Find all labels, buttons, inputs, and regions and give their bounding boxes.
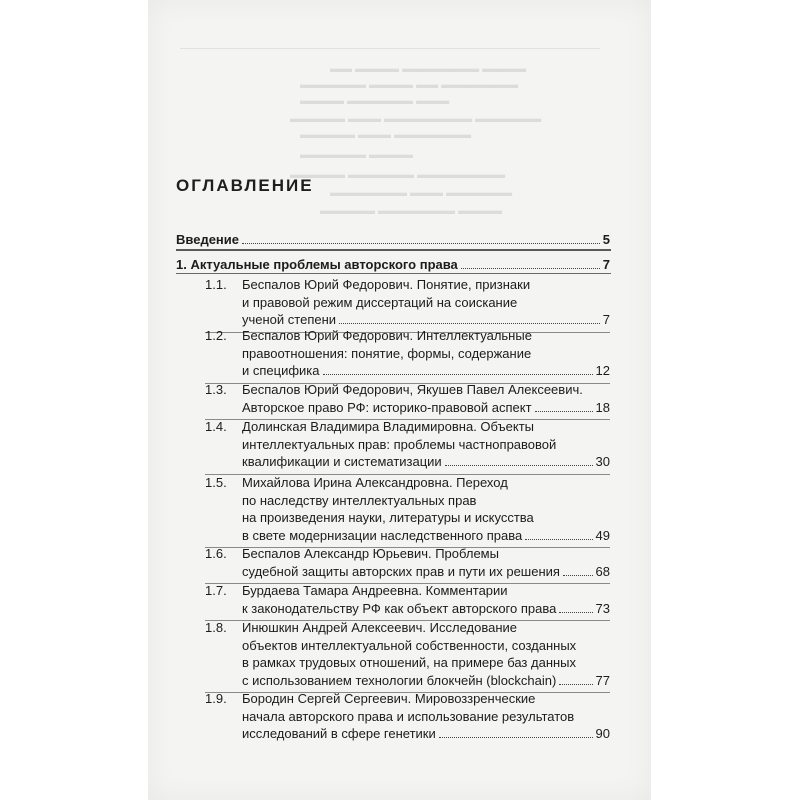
toc-intro-label: Введение xyxy=(176,232,239,247)
toc-entry-number: 1.4. xyxy=(205,419,227,434)
toc-entry-page: 18 xyxy=(595,399,610,415)
dot-leader xyxy=(525,539,592,540)
toc-entry-page: 90 xyxy=(595,726,610,741)
toc-entry-number: 1.7. xyxy=(205,583,227,598)
toc-entry-text-line: и правовой режим диссертаций на соискание xyxy=(242,294,518,310)
toc-entry-text-line: Беспалов Юрий Федорович, Якушев Павел Алексеевич. xyxy=(242,382,583,397)
toc-entry-page: 7 xyxy=(602,312,610,327)
dot-leader xyxy=(563,575,593,576)
toc-entry-text-line: Бородин Сергей Сергеевич. Мировоззренческие xyxy=(242,691,536,706)
toc-entry-text-line: судебной защиты авторских прав и пути их решения xyxy=(242,563,560,579)
toc-entry-page: 77 xyxy=(595,672,610,688)
toc-entry-text-line: правоотношения: понятие, формы, содержание xyxy=(242,345,532,361)
toc-entry-text-line: в рамках трудовых отношений, на примере баз данных xyxy=(242,655,577,670)
toc-entry-page: 73 xyxy=(595,600,610,616)
divider xyxy=(176,273,611,274)
toc-entry[interactable] xyxy=(205,582,610,617)
toc-entry[interactable] xyxy=(205,474,610,544)
toc-entry-number: 1.8. xyxy=(205,620,227,635)
toc-entry-text-line: на произведения науки, литературы и искусства xyxy=(242,510,534,525)
toc-entry-page: 49 xyxy=(595,527,610,543)
toc-section-page: 7 xyxy=(602,257,610,272)
dot-leader xyxy=(323,374,593,375)
toc-entry-text-line: по наследству интеллектуальных прав xyxy=(242,492,477,508)
toc-entry-text-line: Инюшкин Андрей Алексеевич. Исследование xyxy=(242,620,518,635)
dot-leader xyxy=(445,465,593,466)
toc-entry-text-line: Беспалов Юрий Федорович. Понятие, признаки xyxy=(242,277,531,292)
toc-entry-text-line: Беспалов Александр Юрьевич. Проблемы xyxy=(242,546,499,561)
toc-entry-text-line: Михайлова Ирина Александровна. Переход xyxy=(242,475,508,490)
toc-entry-text-line: к законодательству РФ как объект авторского права xyxy=(242,600,557,616)
toc-entry[interactable] xyxy=(205,381,610,416)
dot-leader xyxy=(339,323,600,324)
toc-intro[interactable] xyxy=(176,231,610,248)
toc-entry[interactable] xyxy=(205,327,610,380)
toc-entry-text-line: начала авторского права и использование результатов xyxy=(242,708,575,724)
toc-intro-page: 5 xyxy=(602,232,610,247)
dot-leader xyxy=(559,612,592,613)
divider xyxy=(176,249,611,251)
dot-leader xyxy=(461,268,600,269)
toc-entry-text-line: объектов интеллектуальной собственности, созданных xyxy=(242,637,577,653)
dot-leader xyxy=(439,737,593,738)
toc-entry-page: 12 xyxy=(595,363,610,378)
toc-entry-number: 1.6. xyxy=(205,546,227,561)
toc-entry-text-line: Долинская Владимира Владимировна. Объекты xyxy=(242,419,535,434)
toc-section[interactable] xyxy=(176,256,610,273)
toc-entry-text-line: квалификации и систематизации xyxy=(242,454,442,469)
toc-entry-number: 1.9. xyxy=(205,691,227,706)
toc-entry-text-line: Бурдаева Тамара Андреевна. Комментарии xyxy=(242,583,508,598)
toc-entry-number: 1.1. xyxy=(205,277,227,292)
toc-section-label: 1. Актуальные проблемы авторского права xyxy=(176,257,458,272)
toc-entry-text-line: Авторское право РФ: историко-правовой аспект xyxy=(242,399,532,415)
toc-entry-page: 30 xyxy=(595,454,610,469)
toc-entry[interactable] xyxy=(205,619,610,689)
toc-entry-number: 1.2. xyxy=(205,328,227,343)
toc-entry-text-line: с использованием технологии блокчейн (blockchain) xyxy=(242,672,557,688)
dot-leader xyxy=(242,243,600,244)
toc-entry-text-line: интеллектуальных прав: проблемы частноправовой xyxy=(242,436,557,452)
toc-entry[interactable] xyxy=(205,418,610,471)
toc-entry[interactable] xyxy=(205,545,610,580)
dot-leader xyxy=(559,684,592,685)
toc-title: ОГЛАВЛЕНИЕ xyxy=(176,176,314,195)
toc-entry-page: 68 xyxy=(595,563,610,579)
dot-leader xyxy=(535,411,593,412)
toc-entry-text-line: в свете модернизации наследственного права xyxy=(242,527,523,543)
toc-entry-number: 1.3. xyxy=(205,382,227,397)
toc-entry[interactable] xyxy=(205,276,610,329)
toc-entry[interactable] xyxy=(205,690,610,743)
toc-entry-text-line: Беспалов Юрий Федорович. Интеллектуальные xyxy=(242,328,532,343)
toc-entry-text-line: ученой степени xyxy=(242,312,337,327)
toc-entry-text-line: исследований в сфере генетики xyxy=(242,726,436,741)
toc-entry-text-line: и специфика xyxy=(242,363,320,378)
toc-entry-number: 1.5. xyxy=(205,475,227,490)
